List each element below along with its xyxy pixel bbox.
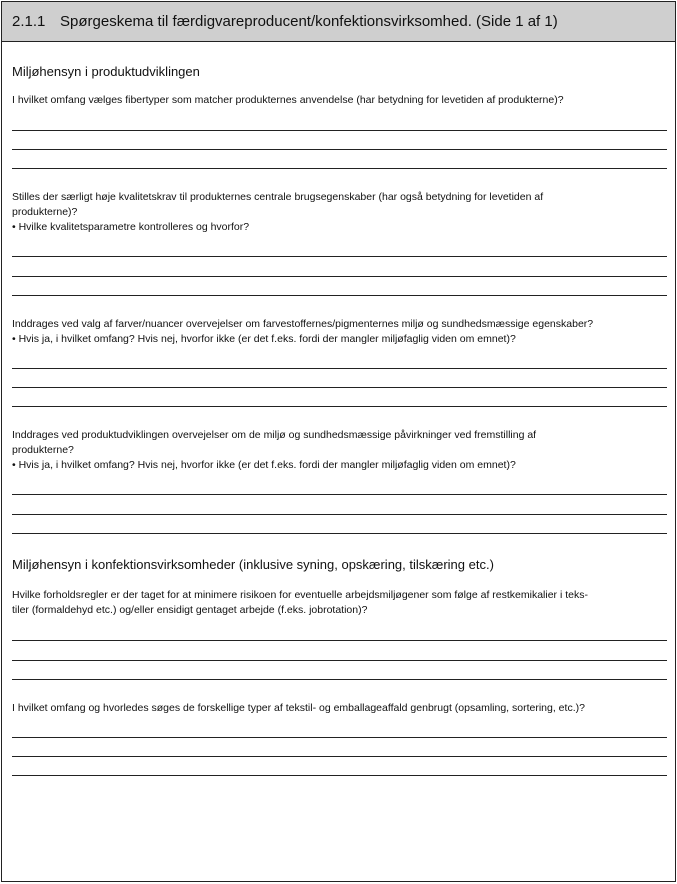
section-title-confection: Miljøhensyn i konfektionsvirksomheder (inklusive syning, opskæring, tilskæring etc.): [12, 557, 494, 572]
answer-line[interactable]: [12, 387, 667, 388]
question-bullet: • Hvis ja, i hvilket omfang? Hvis nej, hvorfor ikke (er det f.eks. fordi der mangler miljøfaglig viden om emnet)?: [12, 333, 516, 345]
page-title: Spørgeskema til færdigvareproducent/konfektionsvirksomhed. (Side 1 af 1): [60, 13, 558, 30]
answer-line[interactable]: [12, 406, 667, 407]
question-1: [12, 93, 664, 108]
answer-line[interactable]: [12, 756, 667, 757]
answer-line[interactable]: [12, 775, 667, 776]
answer-line[interactable]: [12, 149, 667, 150]
page-header: [2, 2, 675, 42]
answer-line[interactable]: [12, 514, 667, 515]
question-2: [12, 190, 664, 235]
questionnaire-content: [12, 42, 665, 881]
answer-line[interactable]: [12, 368, 667, 369]
answer-line[interactable]: [12, 494, 667, 495]
answer-line[interactable]: [12, 168, 667, 169]
answer-line[interactable]: [12, 533, 667, 534]
section-title-product-development: Miljøhensyn i produktudviklingen: [12, 64, 200, 79]
answer-line[interactable]: [12, 130, 667, 131]
questionnaire-page: [1, 1, 676, 882]
section-number: 2.1.1: [12, 13, 46, 30]
question-6: [12, 701, 664, 716]
question-bullet: • Hvilke kvalitetsparametre kontrolleres og hvorfor?: [12, 221, 250, 233]
question-5: [12, 588, 664, 618]
question-text: I hvilket omfang vælges fibertyper som matcher produkternes anvendelse (har betydning for levetiden af produkterne)?: [12, 94, 564, 106]
answer-line[interactable]: [12, 640, 667, 641]
answer-line[interactable]: [12, 276, 667, 277]
question-text: Hvilke forholdsregler er der taget for at minimere risikoen for eventuelle arbejdsmiljøgener som følge af restkemikalier i teks-: [12, 589, 588, 601]
question-bullet: • Hvis ja, i hvilket omfang? Hvis nej, hvorfor ikke (er det f.eks. fordi der mangler miljøfaglig viden om emnet)?: [12, 459, 516, 471]
question-text: Inddrages ved produktudviklingen overvejelser om de miljø og sundhedsmæssige påvirkninger ved fremstilling af: [12, 429, 537, 441]
question-text: tiler (formaldehyd etc.) og/eller ensidigt gentaget arbejde (f.eks. jobrotation)?: [12, 604, 368, 616]
answer-line[interactable]: [12, 737, 667, 738]
question-text: produkterne)?: [12, 206, 78, 218]
question-text: produkterne?: [12, 444, 74, 456]
question-3: [12, 317, 664, 347]
question-text: I hvilket omfang og hvorledes søges de forskellige typer af tekstil- og emballageaffald genbrugt (opsamling, sortering, etc.)?: [12, 702, 585, 714]
question-text: Inddrages ved valg af farver/nuancer overvejelser om farvestoffernes/pigmenternes miljø og sundhedsmæssige egenskaber?: [12, 318, 594, 330]
answer-line[interactable]: [12, 295, 667, 296]
answer-line[interactable]: [12, 660, 667, 661]
question-text: Stilles der særligt høje kvalitetskrav til produkternes centrale brugsegenskaber (har også betydning for levetiden af: [12, 191, 544, 203]
answer-line[interactable]: [12, 256, 667, 257]
question-4: [12, 428, 664, 473]
answer-line[interactable]: [12, 679, 667, 680]
